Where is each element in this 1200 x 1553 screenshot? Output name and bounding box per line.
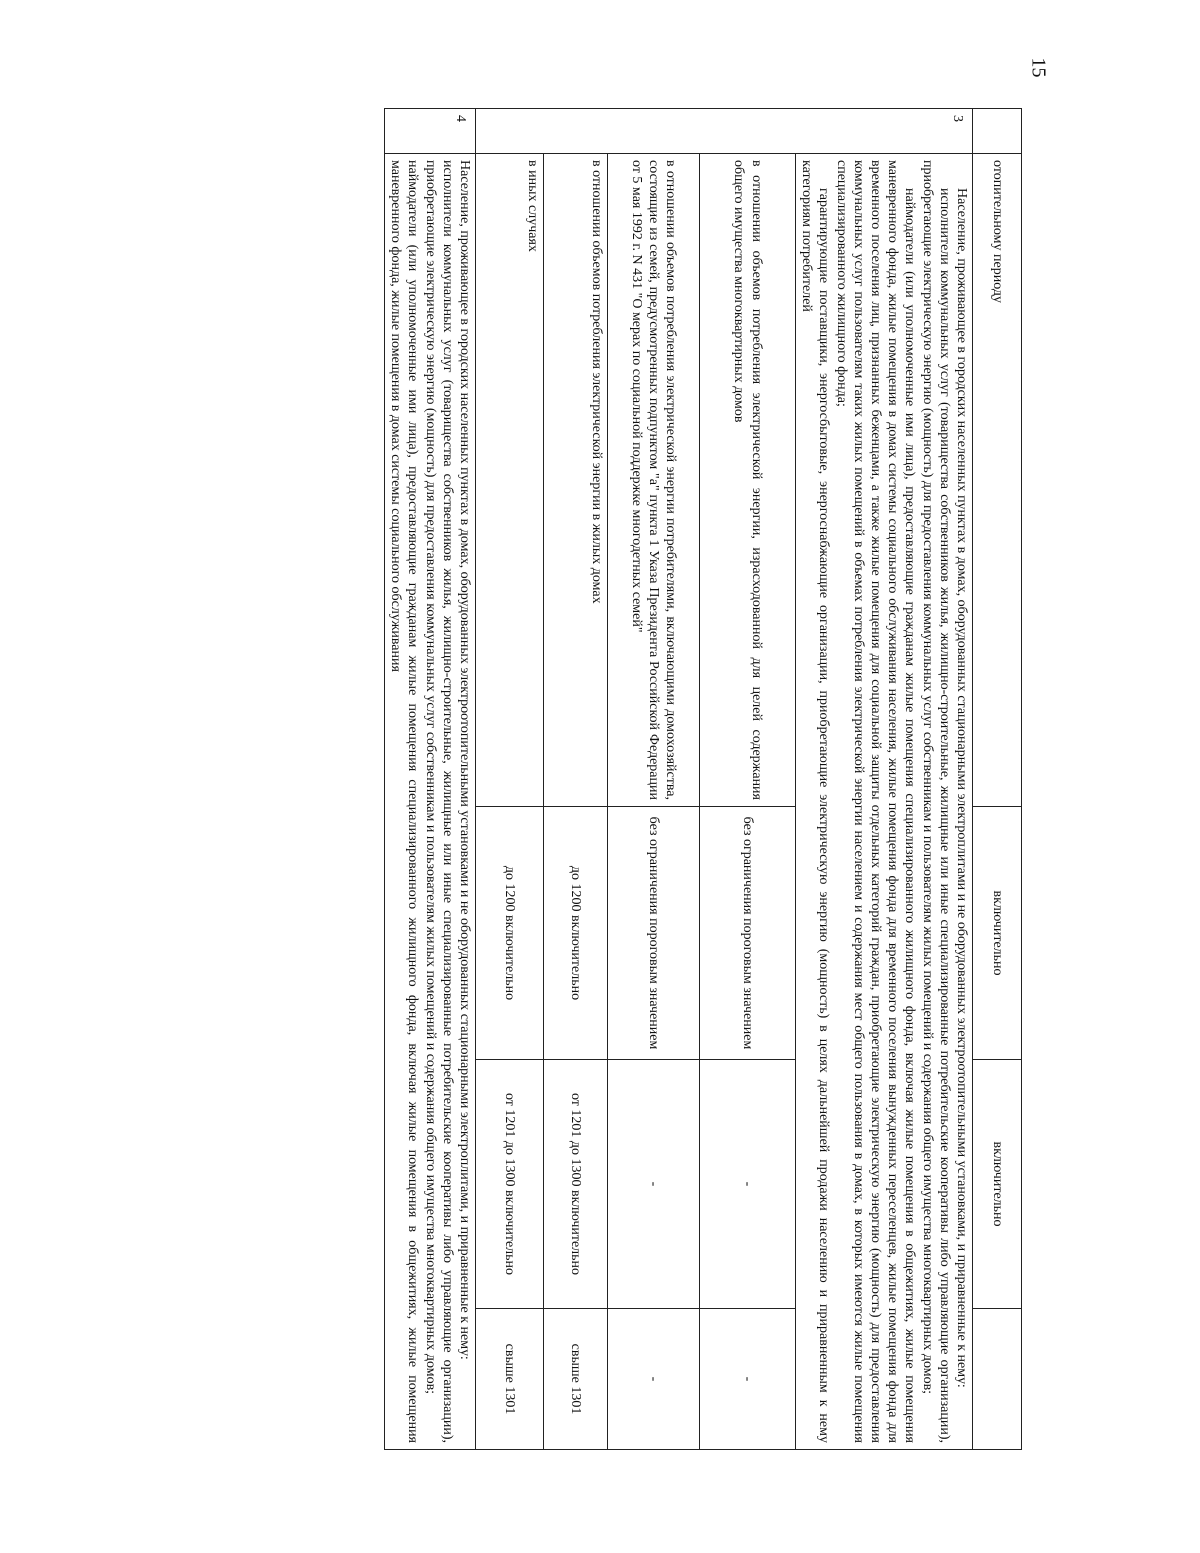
row-4-lead: Население, проживающее в городских населенных пунктах в домах, оборудованных электроотопительными установками и не оборудованных стационарными электроплитами, и приравненные к нему: <box>456 160 472 1360</box>
row-4-description <box>384 109 475 1450</box>
row-number: 3 <box>475 109 972 154</box>
subrow-value-3: свыше 1301 <box>543 1309 607 1450</box>
row-number: 4 <box>384 109 475 154</box>
rotated-table-container <box>137 108 1022 1450</box>
page-number: 15 <box>1027 57 1050 78</box>
row-3-paragraph: наймодатели (или уполномоченные ими лица), предоставляющие гражданам жилые помещения специализированного жилищного фонда, включая жилые помещения в общежитиях, жилые помещения маневренного фонда, жилые помещения в домах системы социального обслуживания населения, жилые помещения фонда для временного поселения вынужденных переселенцев, жилые помещения фонда для временного поселения лиц, признанных беженцами, а также жилые помещения для социальной защиты отдельных категорий граждан, приобретающие электрическую энергию (мощность) для предоставления коммунальных услуг пользователям таких жилых помещений в объемах потребления электрической энергии населением и содержания мест общего пользования в домах, в которых имеются жилые помещения специализированного жилищного фонда; <box>833 160 918 1443</box>
header-col3: включительно <box>973 1060 1022 1309</box>
subrow-value-1: до 1200 включительно <box>475 807 543 1060</box>
subrow-value-1: без ограничения пороговым значением <box>699 807 795 1060</box>
tariff-table <box>384 108 1022 1450</box>
subrow-value-2: от 1201 до 1300 включительно <box>475 1060 543 1309</box>
subrow-label: в отношении объемов потребления электрической энергии, израсходованной для целей содержания общего имущества многоквартирных домов <box>699 154 795 807</box>
subrow-value-2: - <box>607 1060 699 1309</box>
header-row <box>973 109 1022 1450</box>
row-3-lead: Население, проживающее в городских населенных пунктах в домах, оборудованных стационарными электроплитами и не оборудованных электроотопительными установками, и приравненные к нему: <box>954 188 969 1388</box>
row-4-paragraph: наймодатели (или уполномоченные ими лица), предоставляющие гражданам жилые помещения специализированного жилищного фонда, включая жилые помещения в общежитиях, жилые помещения маневренного фонда, жилые помещения в домах системы социального обслуживания <box>388 160 421 1443</box>
subrow-label: в отношении объемов потребления электрической энергии потребителями, включающими домохозяйства, состоящие из семей, предусмотренных подпунктом "а" пункта 1 Указа Президента Российской Федерации от 5 мая 1992 г. N 431 "О мерах по социальной поддержке многодетных семей" <box>607 154 699 807</box>
subrow-label: в иных случаях <box>475 154 543 807</box>
header-num-cell <box>973 109 1022 154</box>
row-3-paragraph: гарантирующие поставщики, энергосбытовые, энергоснабжающие организации, приобретающие электрическую энергию (мощность) в целях дальнейшей продажи населению и приравненным к нему категориям потребителей <box>799 160 832 1443</box>
header-col2: включительно <box>973 807 1022 1060</box>
subrow-value-3: - <box>699 1309 795 1450</box>
subrow-value-2: от 1201 до 1300 включительно <box>543 1060 607 1309</box>
table-row <box>607 109 699 1450</box>
subrow-value-1: до 1200 включительно <box>543 807 607 1060</box>
row-3-text <box>795 154 972 1450</box>
table-row <box>475 109 543 1450</box>
row-4-paragraph: исполнители коммунальных услуг (товарищества собственников жилья, жилищно-строительные, жилищные или иные специализированные потребительские кооперативы либо управляющие организации), приобретающие электрическую энергию (мощность) для предоставления коммунальных услуг собственникам и пользователям жилых помещений и содержания общего имущества многоквартирных домов; <box>422 160 455 1443</box>
subrow-value-3: - <box>607 1309 699 1450</box>
table-row <box>543 109 607 1450</box>
subrow-value-2: - <box>699 1060 795 1309</box>
row-4-text <box>384 154 475 1450</box>
subrow-label: в отношении объемов потребления электрической энергии в жилых домах <box>543 154 607 807</box>
subrow-value-1: без ограничения пороговым значением <box>607 807 699 1060</box>
row-3-description <box>795 109 972 1450</box>
header-col1: отопительному периоду <box>973 154 1022 807</box>
row-3-paragraph: исполнители коммунальных услуг (товарищества собственников жилья, жилищно-строительные, жилищные или иные специализированные потребительские кооперативы либо управляющие организации), приобретающие электрическую энергию (мощность) для предоставления коммунальных услуг собственникам и пользователям жилых помещений и содержания общего имущества многоквартирных домов; <box>919 160 952 1443</box>
header-col4 <box>973 1309 1022 1450</box>
table-row <box>699 109 795 1450</box>
subrow-value-3: свыше 1301 <box>475 1309 543 1450</box>
